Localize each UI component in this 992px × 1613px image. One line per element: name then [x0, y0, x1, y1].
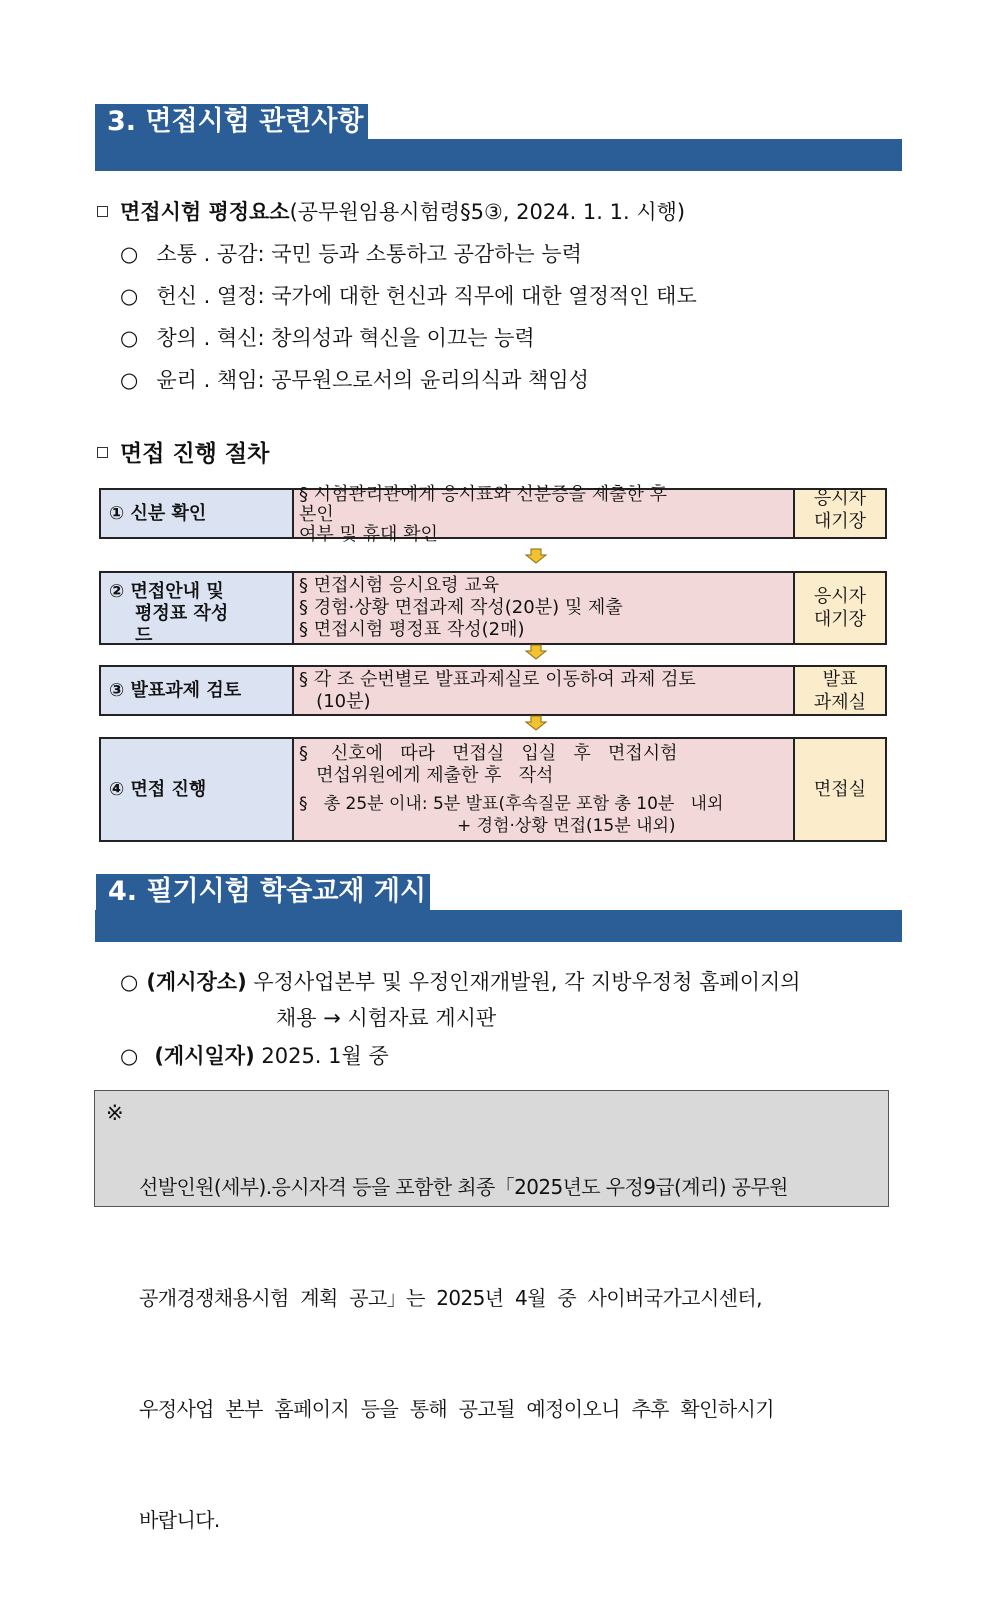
criteria-item [120, 240, 582, 268]
step-desc-line: 본인 [299, 504, 334, 525]
step-description [293, 666, 794, 715]
note-mark: ※ [106, 1101, 124, 1125]
post-date-label: (게시일자) [154, 1044, 255, 1068]
procedure-heading-text: 면접 진행 절차 [120, 441, 270, 467]
note-line: 바랍니다. [139, 1508, 220, 1532]
note-line: 공개경쟁채용시험 계획 공고」는 2025년 4월 중 사이버국가고시센터, [139, 1286, 762, 1310]
criteria-heading-bold: 면접시험 평정요소 [120, 200, 290, 224]
step-desc-line: § 면접시험 응시요령 교육 [299, 575, 500, 596]
step-label-line: 평정표 작성 [135, 603, 229, 624]
circle-bullet-icon: ○ [120, 970, 139, 994]
step-desc-line: § 총 25분 이내: 5분 발표(후속질문 포함 총 10분 내외 [299, 793, 724, 814]
step-label-line: 드 [135, 625, 153, 646]
square-bullet-icon [97, 447, 108, 458]
step-description [293, 484, 794, 545]
circle-bullet-icon: ○ [120, 284, 139, 308]
step-place [794, 489, 886, 538]
criteria-item-text: 창의성과 혁신을 이끄는 능력 [271, 326, 535, 350]
notice-box [94, 1090, 889, 1532]
criteria-item-text: 국가에 대한 헌신과 직무에 대한 열정적인 태도 [271, 284, 697, 308]
criteria-item-label: 소통 . 공감: [156, 242, 265, 266]
procedure-step-4 [99, 737, 887, 842]
square-bullet-icon [97, 206, 108, 217]
step-desc-line: § 시험관리관에게 응시표와 신분증을 제출한 후 [299, 484, 667, 505]
note-line: 선발인원(세부).응시자격 등을 포함한 최종「2025년도 우정9급(계리) 공무원 [139, 1175, 788, 1199]
down-arrow-icon [525, 548, 547, 564]
criteria-heading-rest: (공무원임용시험령§5③, 2024. 1. 1. 시행) [289, 200, 686, 224]
note-line: 우정사업 본부 홈페이지 등을 통해 공고될 예정이오니 추후 확인하시기 [139, 1397, 774, 1421]
step-place-line: 대기장 [813, 609, 867, 630]
circle-bullet-icon: ○ [120, 242, 139, 266]
criteria-item-label: 창의 . 혁신: [156, 326, 265, 350]
step-label-line: ② 면접안내 및 [109, 581, 224, 602]
post-place-text: 우정사업본부 및 우정인재개발원, 각 지방우정청 홈페이지의 [253, 970, 801, 994]
step-desc-line: § 신호에 따라 면접실 입실 후 면접시험 [299, 742, 678, 764]
step-place [794, 572, 886, 644]
section4-bar [95, 910, 902, 942]
post-place-text-2: 채용 → 시험자료 게시판 [276, 1006, 497, 1030]
post-place-label: (게시장소) [146, 970, 247, 994]
criteria-item-text: 공무원으로서의 윤리의식과 책임성 [271, 368, 589, 392]
step-description [293, 572, 794, 644]
step-desc-line: + 경험·상황 면접(15분 내외) [457, 815, 676, 836]
step-place-line: 응시자 [813, 488, 867, 509]
procedure-heading [97, 440, 269, 468]
step-desc-line: 면섭위원에게 제출한 후 작석 [299, 764, 554, 786]
step-label: ① 신분 확인 [100, 489, 293, 538]
step-desc-line: § 면접시험 평정표 작성(2매) [299, 619, 525, 640]
step-place: 면접실 [794, 738, 886, 841]
section3-bar [95, 139, 902, 171]
criteria-item-label: 헌신 . 열정: [156, 284, 265, 308]
section4-title: 4. 필기시험 학습교재 게시 [96, 874, 430, 910]
step-label: ④ 면접 진행 [100, 738, 293, 841]
step-place-line: 발표 [822, 668, 858, 690]
criteria-item-text: 국민 등과 소통하고 공감하는 능력 [271, 242, 582, 266]
step-place-line: 응시자 [813, 586, 867, 607]
criteria-heading [97, 198, 685, 226]
step-place [794, 666, 886, 715]
post-place [120, 968, 801, 996]
step-label: ③ 발표과제 검토 [100, 666, 293, 715]
procedure-step-2 [99, 571, 887, 645]
circle-bullet-icon: ○ [120, 1044, 139, 1068]
circle-bullet-icon: ○ [120, 368, 139, 392]
post-date [120, 1042, 389, 1070]
step-description [293, 738, 794, 841]
step-label [100, 572, 293, 644]
down-arrow-icon [525, 644, 547, 660]
procedure-step-3 [99, 665, 887, 716]
section3-title: 3. 면접시험 관련사항 [95, 104, 368, 140]
step-place-line: 과제실 [813, 691, 867, 713]
criteria-item-label: 윤리 . 책임: [156, 368, 265, 392]
step-desc-line: 여부 및 휴대 확인 [299, 524, 438, 545]
down-arrow-icon [525, 715, 547, 731]
criteria-item [120, 366, 589, 394]
step-place-line: 대기장 [813, 511, 867, 532]
step-desc-line: (10분) [299, 690, 371, 712]
procedure-step-1 [99, 484, 887, 545]
circle-bullet-icon: ○ [120, 326, 139, 350]
post-date-text: 2025. 1월 중 [261, 1044, 389, 1068]
step-desc-line: § 각 조 순번별로 발표과제실로 이동하여 과제 검토 [299, 668, 696, 690]
step-desc-line: § 경험·상황 면접과제 작성(20분) 및 제출 [299, 597, 623, 618]
criteria-item [120, 324, 535, 352]
criteria-item [120, 282, 697, 310]
